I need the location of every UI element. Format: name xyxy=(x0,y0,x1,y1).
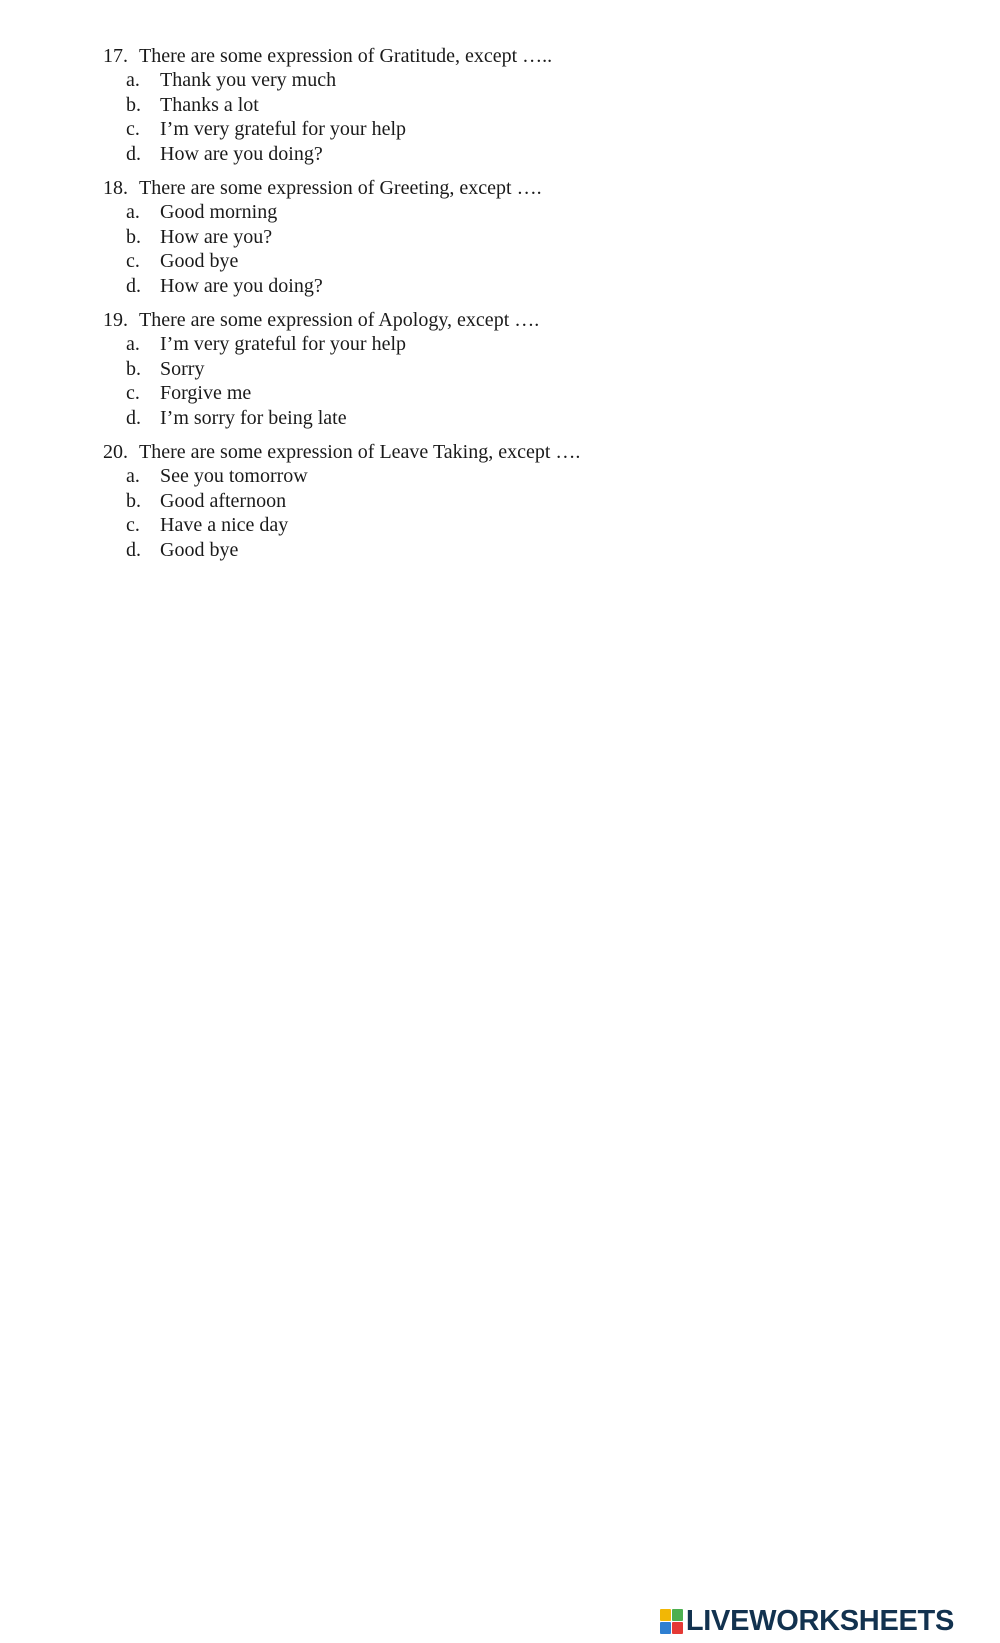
question-text: There are some expression of Leave Taking, except …. xyxy=(139,441,581,463)
option-a xyxy=(103,464,903,489)
option-letter: b. xyxy=(126,93,141,116)
option-d xyxy=(103,406,903,431)
option-list xyxy=(103,200,903,298)
option-a xyxy=(103,68,903,93)
logo-tile xyxy=(672,1609,683,1621)
question-stem xyxy=(103,44,903,68)
option-letter: b. xyxy=(126,489,141,512)
question-17 xyxy=(103,44,903,166)
question-text: There are some expression of Greeting, except …. xyxy=(139,177,542,199)
option-letter: d. xyxy=(126,406,141,429)
option-text: I’m sorry for being late xyxy=(160,406,347,429)
option-letter: b. xyxy=(126,225,141,248)
logo-tile xyxy=(672,1622,683,1634)
option-c xyxy=(103,249,903,274)
question-number: 19. xyxy=(103,309,128,331)
option-d xyxy=(103,142,903,167)
option-c xyxy=(103,513,903,538)
option-text: I’m very grateful for your help xyxy=(160,118,407,140)
option-text: Thank you very much xyxy=(160,69,337,91)
option-letter: c. xyxy=(126,514,140,536)
option-text: Good bye xyxy=(160,538,239,561)
option-text: Thanks a lot xyxy=(160,93,259,116)
option-letter: b. xyxy=(126,357,141,380)
option-letter: c. xyxy=(126,382,140,404)
option-text: How are you doing? xyxy=(160,274,323,297)
liveworksheets-brand xyxy=(660,1606,954,1636)
question-20 xyxy=(103,440,903,562)
option-b xyxy=(103,489,903,514)
option-d xyxy=(103,274,903,299)
option-text: I’m very grateful for your help xyxy=(160,333,407,355)
option-c xyxy=(103,117,903,142)
option-text: Good afternoon xyxy=(160,489,287,512)
option-letter: a. xyxy=(126,465,140,487)
option-letter: a. xyxy=(126,333,140,355)
option-letter: d. xyxy=(126,538,141,561)
option-b xyxy=(103,225,903,250)
option-letter: c. xyxy=(126,118,140,140)
option-b xyxy=(103,357,903,382)
option-list xyxy=(103,68,903,166)
option-text: See you tomorrow xyxy=(160,465,308,487)
option-letter: d. xyxy=(126,274,141,297)
option-text: How are you doing? xyxy=(160,142,323,165)
option-list xyxy=(103,464,903,562)
option-text: Forgive me xyxy=(160,382,252,404)
question-number: 20. xyxy=(103,441,128,463)
question-text: There are some expression of Apology, except …. xyxy=(139,309,540,331)
question-number: 17. xyxy=(103,45,128,67)
option-letter: a. xyxy=(126,69,140,91)
option-text: How are you? xyxy=(160,225,273,248)
option-d xyxy=(103,538,903,563)
option-text: Have a nice day xyxy=(160,514,289,536)
option-b xyxy=(103,93,903,118)
option-text: Good morning xyxy=(160,201,278,223)
liveworksheets-logo-icon xyxy=(660,1609,683,1634)
question-number: 18. xyxy=(103,177,128,199)
option-a xyxy=(103,200,903,225)
worksheet-content xyxy=(103,44,903,572)
option-text: Good bye xyxy=(160,250,239,272)
question-stem xyxy=(103,176,903,200)
option-text: Sorry xyxy=(160,357,205,380)
question-19 xyxy=(103,308,903,430)
option-c xyxy=(103,381,903,406)
option-list xyxy=(103,332,903,430)
option-letter: a. xyxy=(126,201,140,223)
question-text: There are some expression of Gratitude, except ….. xyxy=(139,45,553,67)
question-stem xyxy=(103,308,903,332)
brand-wordmark: LIVEWORKSHEETS xyxy=(685,1604,954,1637)
option-letter: d. xyxy=(126,142,141,165)
option-a xyxy=(103,332,903,357)
logo-tile xyxy=(660,1609,671,1621)
question-stem xyxy=(103,440,903,464)
logo-tile xyxy=(660,1622,671,1634)
question-18 xyxy=(103,176,903,298)
option-letter: c. xyxy=(126,250,140,272)
